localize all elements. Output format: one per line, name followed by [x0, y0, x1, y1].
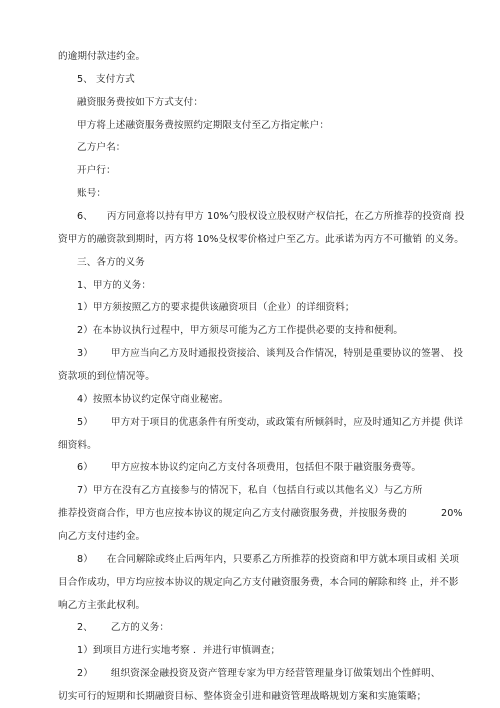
paragraph-line [77, 553, 459, 566]
text-line: 1）到项目方进行实地考察 ．并进行审慎调查； [77, 645, 281, 657]
subsection-heading: 1、甲方的义务： [77, 279, 152, 291]
item-number: 3） [77, 348, 93, 360]
item-text: 乙方的义务： [110, 622, 170, 634]
section-heading: 三、各方的义务 [77, 256, 145, 268]
text-line: 7）甲方在没有乙方直接参与的情况下，私自（包括自行或以其他名义）与乙方所 [77, 485, 423, 497]
item-number: 8） [77, 553, 93, 565]
item-text: 推荐投资商合作，甲方也应按本协议的规定向乙方支付融资服务费，并按服务费的 [58, 508, 407, 520]
text-line: 向乙方支付违约金。 [58, 531, 146, 542]
text-line: 响乙方主张此权利。 [58, 599, 146, 611]
text-line: 甲方将上述融资服务费按照约定期限支付至乙方指定帐户： [77, 119, 330, 131]
item-number: 2、 [77, 622, 93, 634]
text-line: 2）在本协议执行过程中，甲方须尽可能为乙方工作提供必要的支持和便利。 [77, 325, 404, 337]
paragraph-line [58, 507, 463, 520]
paragraph-line [77, 347, 463, 360]
subsection-heading [77, 621, 169, 634]
text-line: 资甲方的融资款到期时，丙方将 10%殳权零价格过户至乙方。此承诺为丙方不可撤销 的义务。 [58, 233, 464, 245]
text-line: 的逾期付款违约金。 [58, 51, 146, 62]
section-heading: 5、 支付方式 [77, 73, 135, 85]
item-number: 6、 [77, 211, 93, 222]
text-line: 目合作成功，甲方均应按本协议的规定向乙方支付融资服务费，本合同的解除和终 止，并不影 [58, 576, 459, 588]
item-number: 5） [77, 416, 93, 428]
text-line: 切实可行的短期和长期融资目标、整体资金引进和融资管理战略规划方案和实施策略； [58, 691, 427, 702]
text-line: 1）甲方须按照乙方的要求提供该融资项目（企业）的详细资料； [77, 302, 355, 314]
item-number: 6） [77, 462, 93, 474]
paragraph-line [77, 416, 463, 429]
paragraph-line [77, 210, 464, 223]
text-line: 融资服务费按如下方式支付： [77, 96, 204, 108]
item-text: 甲方对于项目的优惠条件有所变动，或政策有所倾斜时，应及时通知乙方并提 供详 [110, 416, 464, 428]
paragraph-line [77, 461, 421, 474]
item-text: 在合同解除或终止后两年内，只要系乙方所推荐的投资商和甲方就本项目或相 关项 [106, 553, 460, 565]
percent-value: 20% [440, 508, 463, 520]
item-text: 甲方应当向乙方及时通报投资接洽、谈判及合作情况，特别是重要协议的签署、 投 [110, 348, 464, 360]
text-line: 4）按照本协议约定保守商业秘密。 [77, 393, 229, 405]
item-text: 丙方同意将以持有甲方 10%勺股权设立股权财产权信托，在乙方所推荐的投资商 投 [106, 211, 465, 222]
text-line: 乙方户名： [77, 142, 126, 154]
item-number: 2） [77, 668, 93, 680]
item-text: 组织资深金融投资及资产管理专家为甲方经营管理量身订做策划出个性鲜明、 [110, 668, 441, 680]
text-line: 开户行： [77, 165, 116, 177]
text-line: 账号： [77, 188, 107, 200]
paragraph-line [77, 667, 441, 680]
text-line: 细资料。 [58, 439, 97, 451]
text-line: 资款项的到位情况等。 [58, 371, 155, 382]
item-text: 甲方应按本协议约定向乙方支付各项费用，包括但不限于融资服务费等。 [110, 462, 422, 474]
